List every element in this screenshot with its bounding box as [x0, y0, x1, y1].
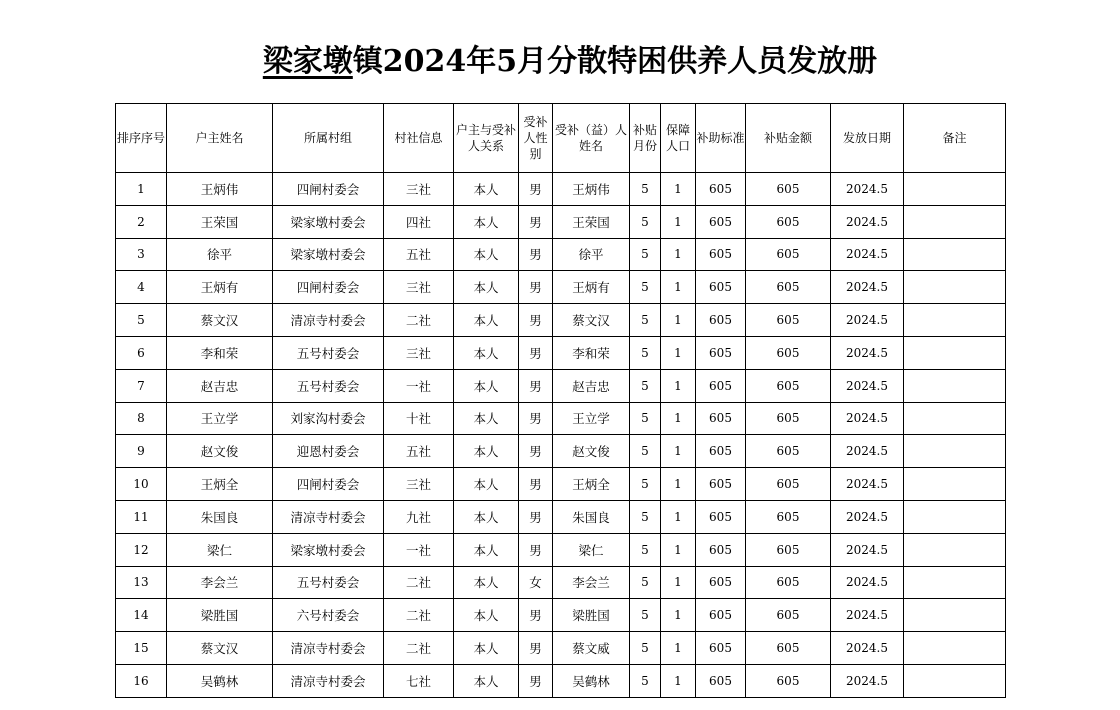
header-month: 补贴月份 — [630, 104, 661, 173]
cell-amount: 605 — [746, 599, 831, 632]
table-body — [116, 173, 1006, 698]
cell-head-name: 王炳有 — [167, 271, 273, 304]
cell-community: 五社 — [384, 435, 454, 468]
cell-population: 1 — [661, 205, 696, 238]
cell-community: 三社 — [384, 173, 454, 206]
cell-seq: 13 — [116, 566, 167, 599]
cell-remark — [904, 468, 1006, 501]
cell-head-name: 王炳全 — [167, 468, 273, 501]
cell-recipient-name: 赵吉忠 — [553, 369, 630, 402]
cell-month: 5 — [630, 599, 661, 632]
cell-month: 5 — [630, 500, 661, 533]
cell-community: 十社 — [384, 402, 454, 435]
cell-amount: 605 — [746, 369, 831, 402]
cell-seq: 9 — [116, 435, 167, 468]
cell-gender: 男 — [519, 664, 553, 697]
cell-population: 1 — [661, 599, 696, 632]
cell-month: 5 — [630, 468, 661, 501]
cell-seq: 14 — [116, 599, 167, 632]
cell-seq: 16 — [116, 664, 167, 697]
cell-village: 五号村委会 — [273, 369, 384, 402]
cell-recipient-name: 王炳全 — [553, 468, 630, 501]
cell-recipient-name: 梁胜国 — [553, 599, 630, 632]
cell-date: 2024.5 — [831, 173, 904, 206]
header-remark: 备注 — [904, 104, 1006, 173]
cell-village: 清凉寺村委会 — [273, 500, 384, 533]
cell-standard: 605 — [696, 435, 746, 468]
cell-date: 2024.5 — [831, 500, 904, 533]
header-amount: 补贴金额 — [746, 104, 831, 173]
cell-community: 九社 — [384, 500, 454, 533]
cell-recipient-name: 蔡文汉 — [553, 304, 630, 337]
cell-village: 清凉寺村委会 — [273, 304, 384, 337]
header-community: 村社信息 — [384, 104, 454, 173]
cell-population: 1 — [661, 304, 696, 337]
cell-month: 5 — [630, 271, 661, 304]
cell-recipient-name: 王立学 — [553, 402, 630, 435]
cell-recipient-name: 蔡文威 — [553, 632, 630, 665]
cell-date: 2024.5 — [831, 369, 904, 402]
cell-recipient-name: 李会兰 — [553, 566, 630, 599]
cell-head-name: 梁胜国 — [167, 599, 273, 632]
cell-amount: 605 — [746, 566, 831, 599]
cell-amount: 605 — [746, 205, 831, 238]
cell-relation: 本人 — [454, 238, 519, 271]
cell-seq: 4 — [116, 271, 167, 304]
cell-population: 1 — [661, 402, 696, 435]
cell-recipient-name: 王荣国 — [553, 205, 630, 238]
cell-relation: 本人 — [454, 369, 519, 402]
cell-head-name: 蔡文汉 — [167, 304, 273, 337]
table-row — [116, 664, 1006, 697]
cell-standard: 605 — [696, 468, 746, 501]
cell-amount: 605 — [746, 435, 831, 468]
cell-village: 四闸村委会 — [273, 173, 384, 206]
table-row — [116, 435, 1006, 468]
cell-remark — [904, 566, 1006, 599]
cell-head-name: 蔡文汉 — [167, 632, 273, 665]
cell-community: 二社 — [384, 566, 454, 599]
cell-village: 迎恩村委会 — [273, 435, 384, 468]
cell-population: 1 — [661, 435, 696, 468]
cell-village: 清凉寺村委会 — [273, 664, 384, 697]
cell-community: 三社 — [384, 336, 454, 369]
header-gender: 受补人性别 — [519, 104, 553, 173]
table-row — [116, 632, 1006, 665]
cell-month: 5 — [630, 632, 661, 665]
cell-amount: 605 — [746, 632, 831, 665]
cell-month: 5 — [630, 566, 661, 599]
cell-standard: 605 — [696, 402, 746, 435]
cell-gender: 男 — [519, 500, 553, 533]
cell-gender: 男 — [519, 435, 553, 468]
cell-month: 5 — [630, 402, 661, 435]
cell-community: 一社 — [384, 369, 454, 402]
cell-recipient-name: 王炳伟 — [553, 173, 630, 206]
cell-month: 5 — [630, 533, 661, 566]
cell-remark — [904, 664, 1006, 697]
cell-standard: 605 — [696, 566, 746, 599]
table-row — [116, 336, 1006, 369]
cell-population: 1 — [661, 468, 696, 501]
cell-gender: 男 — [519, 271, 553, 304]
table-row — [116, 533, 1006, 566]
cell-amount: 605 — [746, 271, 831, 304]
cell-population: 1 — [661, 632, 696, 665]
cell-community: 一社 — [384, 533, 454, 566]
cell-remark — [904, 205, 1006, 238]
cell-gender: 男 — [519, 369, 553, 402]
cell-date: 2024.5 — [831, 664, 904, 697]
cell-month: 5 — [630, 173, 661, 206]
cell-community: 三社 — [384, 271, 454, 304]
cell-date: 2024.5 — [831, 599, 904, 632]
cell-seq: 11 — [116, 500, 167, 533]
cell-village: 五号村委会 — [273, 566, 384, 599]
cell-month: 5 — [630, 435, 661, 468]
cell-month: 5 — [630, 664, 661, 697]
table-row — [116, 500, 1006, 533]
cell-relation: 本人 — [454, 304, 519, 337]
cell-relation: 本人 — [454, 500, 519, 533]
cell-seq: 12 — [116, 533, 167, 566]
cell-date: 2024.5 — [831, 632, 904, 665]
cell-amount: 605 — [746, 500, 831, 533]
table-row — [116, 238, 1006, 271]
cell-community: 二社 — [384, 304, 454, 337]
table-row — [116, 205, 1006, 238]
cell-head-name: 梁仁 — [167, 533, 273, 566]
cell-standard: 605 — [696, 500, 746, 533]
cell-recipient-name: 赵文俊 — [553, 435, 630, 468]
table-row — [116, 369, 1006, 402]
cell-population: 1 — [661, 271, 696, 304]
header-date: 发放日期 — [831, 104, 904, 173]
cell-village: 五号村委会 — [273, 336, 384, 369]
cell-head-name: 赵吉忠 — [167, 369, 273, 402]
cell-date: 2024.5 — [831, 566, 904, 599]
cell-month: 5 — [630, 238, 661, 271]
table-row — [116, 468, 1006, 501]
cell-remark — [904, 173, 1006, 206]
header-relation: 户主与受补人关系 — [454, 104, 519, 173]
cell-population: 1 — [661, 173, 696, 206]
cell-standard: 605 — [696, 271, 746, 304]
cell-gender: 男 — [519, 304, 553, 337]
cell-population: 1 — [661, 566, 696, 599]
cell-remark — [904, 435, 1006, 468]
cell-amount: 605 — [746, 664, 831, 697]
header-village: 所属村组 — [273, 104, 384, 173]
cell-gender: 女 — [519, 566, 553, 599]
cell-standard: 605 — [696, 664, 746, 697]
cell-head-name: 朱国良 — [167, 500, 273, 533]
cell-head-name: 赵文俊 — [167, 435, 273, 468]
cell-remark — [904, 533, 1006, 566]
table-row — [116, 271, 1006, 304]
cell-standard: 605 — [696, 173, 746, 206]
cell-date: 2024.5 — [831, 402, 904, 435]
document-title — [0, 36, 1120, 80]
cell-gender: 男 — [519, 533, 553, 566]
cell-standard: 605 — [696, 632, 746, 665]
cell-remark — [904, 271, 1006, 304]
cell-standard: 605 — [696, 304, 746, 337]
cell-village: 四闸村委会 — [273, 468, 384, 501]
cell-seq: 6 — [116, 336, 167, 369]
header-seq: 排序序号 — [116, 104, 167, 173]
table-row — [116, 173, 1006, 206]
cell-remark — [904, 304, 1006, 337]
header-row — [116, 104, 1006, 173]
cell-recipient-name: 李和荣 — [553, 336, 630, 369]
cell-date: 2024.5 — [831, 435, 904, 468]
cell-standard: 605 — [696, 533, 746, 566]
cell-standard: 605 — [696, 238, 746, 271]
cell-village: 梁家墩村委会 — [273, 533, 384, 566]
cell-head-name: 王炳伟 — [167, 173, 273, 206]
cell-village: 六号村委会 — [273, 599, 384, 632]
cell-amount: 605 — [746, 304, 831, 337]
cell-date: 2024.5 — [831, 205, 904, 238]
cell-village: 四闸村委会 — [273, 271, 384, 304]
cell-seq: 1 — [116, 173, 167, 206]
cell-head-name: 徐平 — [167, 238, 273, 271]
cell-amount: 605 — [746, 173, 831, 206]
cell-gender: 男 — [519, 173, 553, 206]
cell-remark — [904, 238, 1006, 271]
cell-relation: 本人 — [454, 599, 519, 632]
cell-population: 1 — [661, 533, 696, 566]
cell-month: 5 — [630, 369, 661, 402]
cell-relation: 本人 — [454, 336, 519, 369]
cell-seq: 3 — [116, 238, 167, 271]
cell-seq: 2 — [116, 205, 167, 238]
cell-seq: 8 — [116, 402, 167, 435]
cell-relation: 本人 — [454, 533, 519, 566]
cell-relation: 本人 — [454, 468, 519, 501]
cell-community: 二社 — [384, 632, 454, 665]
cell-village: 梁家墩村委会 — [273, 205, 384, 238]
cell-recipient-name: 吴鹤林 — [553, 664, 630, 697]
table-row — [116, 402, 1006, 435]
cell-amount: 605 — [746, 533, 831, 566]
cell-seq: 15 — [116, 632, 167, 665]
title-town: 梁家墩 — [262, 44, 353, 79]
roster-table — [115, 103, 1006, 698]
cell-community: 二社 — [384, 599, 454, 632]
cell-gender: 男 — [519, 402, 553, 435]
table-row — [116, 599, 1006, 632]
cell-village: 刘家沟村委会 — [273, 402, 384, 435]
cell-standard: 605 — [696, 369, 746, 402]
cell-remark — [904, 369, 1006, 402]
table-row — [116, 566, 1006, 599]
cell-head-name: 李和荣 — [167, 336, 273, 369]
cell-population: 1 — [661, 664, 696, 697]
cell-remark — [904, 632, 1006, 665]
cell-population: 1 — [661, 500, 696, 533]
cell-recipient-name: 王炳有 — [553, 271, 630, 304]
cell-relation: 本人 — [454, 205, 519, 238]
cell-relation: 本人 — [454, 664, 519, 697]
cell-amount: 605 — [746, 336, 831, 369]
cell-community: 四社 — [384, 205, 454, 238]
cell-month: 5 — [630, 205, 661, 238]
header-population: 保障人口 — [661, 104, 696, 173]
cell-head-name: 李会兰 — [167, 566, 273, 599]
cell-recipient-name: 徐平 — [553, 238, 630, 271]
header-head-name: 户主姓名 — [167, 104, 273, 173]
cell-seq: 5 — [116, 304, 167, 337]
cell-community: 五社 — [384, 238, 454, 271]
cell-population: 1 — [661, 369, 696, 402]
cell-date: 2024.5 — [831, 271, 904, 304]
header-standard: 补助标准 — [696, 104, 746, 173]
cell-gender: 男 — [519, 468, 553, 501]
cell-amount: 605 — [746, 402, 831, 435]
cell-remark — [904, 500, 1006, 533]
cell-community: 三社 — [384, 468, 454, 501]
cell-population: 1 — [661, 336, 696, 369]
cell-remark — [904, 336, 1006, 369]
cell-relation: 本人 — [454, 435, 519, 468]
cell-relation: 本人 — [454, 632, 519, 665]
cell-standard: 605 — [696, 205, 746, 238]
cell-date: 2024.5 — [831, 468, 904, 501]
cell-seq: 10 — [116, 468, 167, 501]
header-recipient-name: 受补（益）人姓名 — [553, 104, 630, 173]
cell-village: 清凉寺村委会 — [273, 632, 384, 665]
cell-standard: 605 — [696, 599, 746, 632]
cell-date: 2024.5 — [831, 533, 904, 566]
cell-gender: 男 — [519, 336, 553, 369]
cell-relation: 本人 — [454, 566, 519, 599]
title-rest: 镇2024年5月分散特困供养人员发放册 — [352, 44, 878, 79]
cell-date: 2024.5 — [831, 238, 904, 271]
cell-relation: 本人 — [454, 402, 519, 435]
cell-population: 1 — [661, 238, 696, 271]
cell-amount: 605 — [746, 238, 831, 271]
cell-seq: 7 — [116, 369, 167, 402]
cell-month: 5 — [630, 304, 661, 337]
cell-recipient-name: 梁仁 — [553, 533, 630, 566]
cell-head-name: 王立学 — [167, 402, 273, 435]
cell-standard: 605 — [696, 336, 746, 369]
cell-relation: 本人 — [454, 271, 519, 304]
cell-remark — [904, 599, 1006, 632]
cell-date: 2024.5 — [831, 336, 904, 369]
cell-head-name: 王荣国 — [167, 205, 273, 238]
cell-gender: 男 — [519, 238, 553, 271]
cell-date: 2024.5 — [831, 304, 904, 337]
cell-relation: 本人 — [454, 173, 519, 206]
cell-gender: 男 — [519, 632, 553, 665]
cell-remark — [904, 402, 1006, 435]
cell-gender: 男 — [519, 599, 553, 632]
cell-village: 梁家墩村委会 — [273, 238, 384, 271]
cell-community: 七社 — [384, 664, 454, 697]
cell-amount: 605 — [746, 468, 831, 501]
cell-recipient-name: 朱国良 — [553, 500, 630, 533]
cell-month: 5 — [630, 336, 661, 369]
cell-gender: 男 — [519, 205, 553, 238]
cell-head-name: 吴鹤林 — [167, 664, 273, 697]
table-row — [116, 304, 1006, 337]
